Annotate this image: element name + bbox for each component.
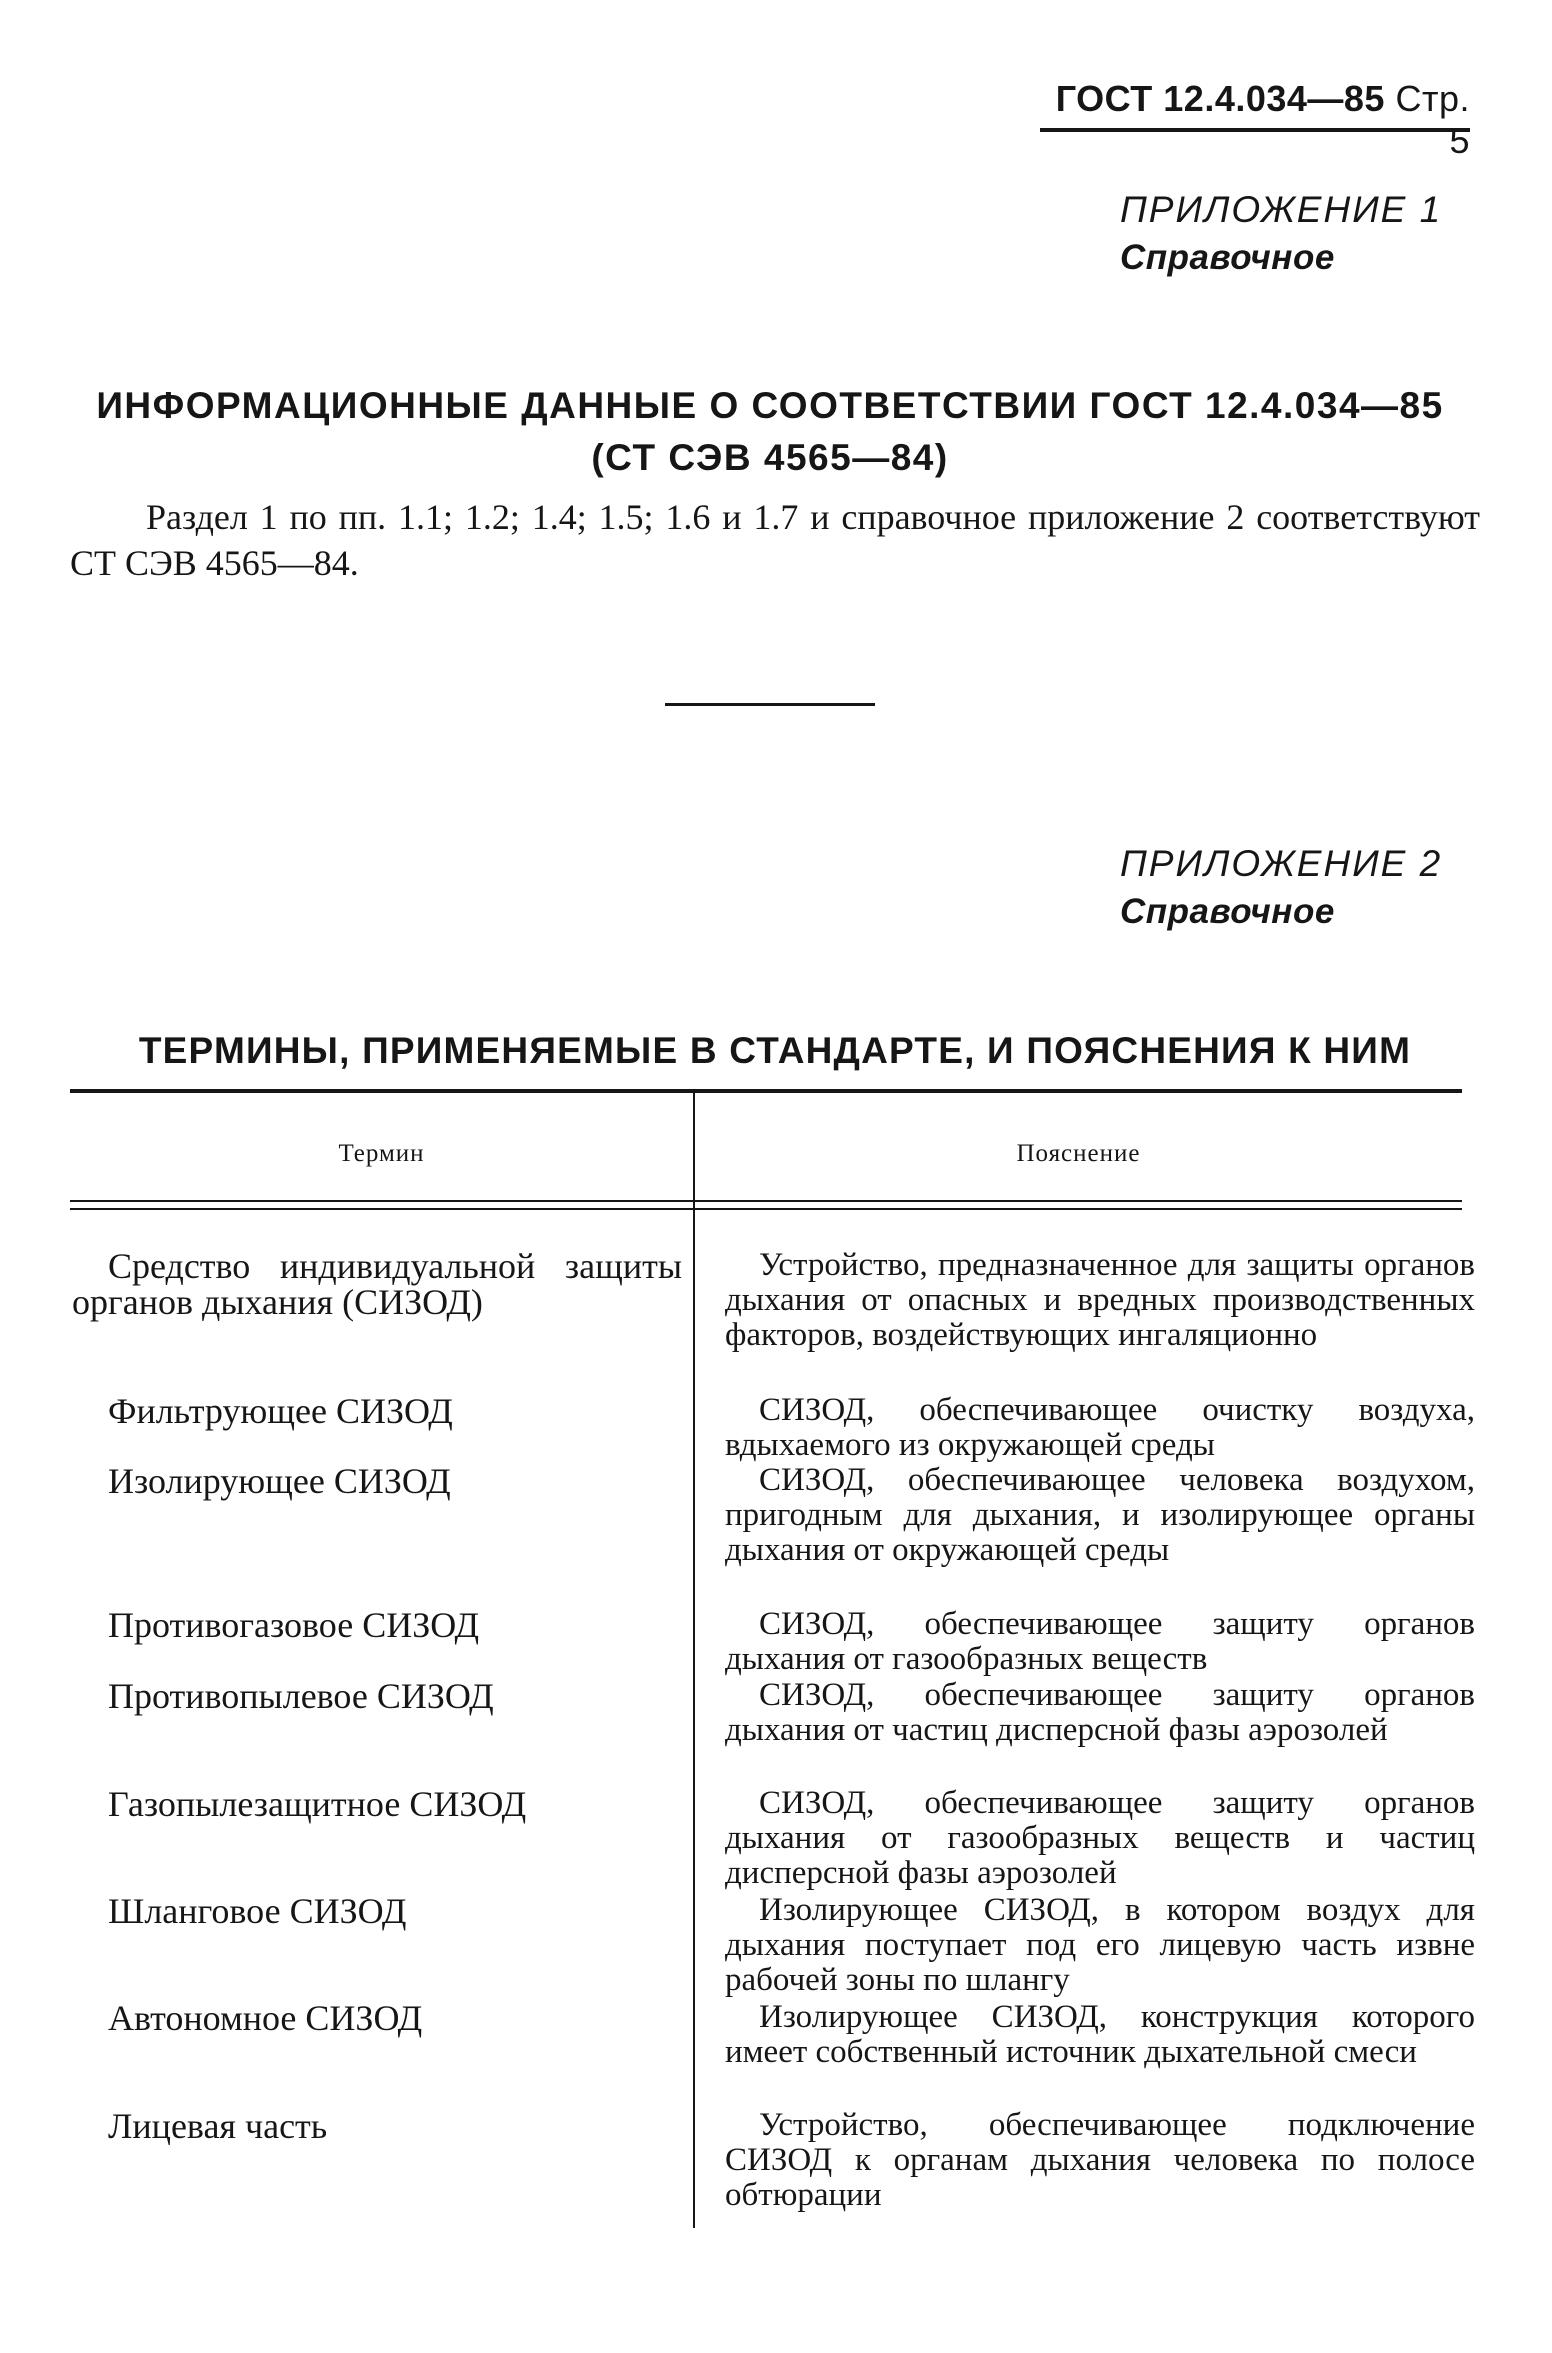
section-1-title-line1: ИНФОРМАЦИОННЫЕ ДАННЫЕ О СООТВЕТСТВИИ ГОСТ 12.4.034—85 [96, 385, 1444, 426]
table-explanation: СИЗОД, обеспечивающее защиту органов дыхания от газообразных веществ и частиц дисперсной фазы аэрозолей [725, 1785, 1475, 1891]
table-term: Изолирующее СИЗОД [108, 1461, 451, 1501]
standard-number: ГОСТ 12.4.034—85 [1055, 78, 1385, 119]
header-divider [1040, 128, 1470, 132]
table-term: Шланговое СИЗОД [108, 1891, 407, 1931]
appendix-1-subtitle: Справочное [1120, 238, 1335, 277]
table-header-rule [70, 1200, 1462, 1210]
table-term: Средство индивидуальной защиты органов дыхания (СИЗОД) [72, 1246, 682, 1322]
table-term: Противогазовое СИЗОД [108, 1605, 480, 1645]
table-explanation: СИЗОД, обеспечивающее защиту органов дыхания от газообразных веществ [725, 1606, 1475, 1677]
section-1-title-line2: (СТ СЭВ 4565—84) [591, 437, 949, 478]
table-explanation: СИЗОД, обеспечивающее очистку воздуха, вдыхаемого из окружающей среды [725, 1392, 1475, 1463]
table-term: Автономное СИЗОД [108, 1998, 423, 2038]
column-header-explanation: Пояснение [1016, 1140, 1141, 1167]
table-term: Фильтрующее СИЗОД [108, 1391, 453, 1431]
table-explanation: СИЗОД, обеспечивающее человека воздухом, пригодным для дыхания, и изолирующее органы дыхания от окружающей среды [725, 1462, 1475, 1568]
section-1-title [60, 380, 1480, 484]
table-column-divider [693, 1093, 695, 2228]
section-divider [665, 703, 875, 706]
section-1-paragraph: Раздел 1 по пп. 1.1; 1.2; 1.4; 1.5; 1.6 и 1.7 и справочное приложение 2 соответствуют СТ СЭВ 4565—84. [70, 497, 1480, 583]
appendix-1-label [1120, 186, 1500, 282]
column-header-term: Термин [338, 1140, 425, 1167]
appendix-2-title: ПРИЛОЖЕНИЕ 2 [1120, 843, 1443, 884]
table-top-rule [70, 1089, 1462, 1093]
appendix-2-subtitle: Справочное [1120, 892, 1335, 931]
table-term: Лицевая часть [108, 2106, 328, 2146]
appendix-2-label [1120, 840, 1500, 936]
appendix-1-title: ПРИЛОЖЕНИЕ 1 [1120, 189, 1443, 230]
table-term: Противопылевое СИЗОД [108, 1676, 494, 1716]
table-explanation: Устройство, предназначенное для защиты органов дыхания от опасных и вредных производственных факторов, воздействующих ингаляционно [725, 1247, 1475, 1353]
table-term: Газопылезащитное СИЗОД [108, 1784, 527, 1824]
table-explanation: Изолирующее СИЗОД, в котором воздух для дыхания поступает под его лицевую часть извне рабочей зоны по шлангу [725, 1892, 1475, 1998]
table-explanation: Устройство, обеспечивающее подключение СИЗОД к органам дыхания человека по полосе обтюрации [725, 2107, 1475, 2213]
page-number: Стр. 5 [1395, 78, 1470, 161]
section-2-title: ТЕРМИНЫ, ПРИМЕНЯЕМЫЕ В СТАНДАРТЕ, И ПОЯСНЕНИЯ К НИМ [138, 1030, 1412, 1071]
table-explanation: СИЗОД, обеспечивающее защиту органов дыхания от частиц дисперсной фазы аэрозолей [725, 1677, 1475, 1748]
table-explanation: Изолирующее СИЗОД, конструкция которого имеет собственный источник дыхательной смеси [725, 1999, 1475, 2070]
page-header [1040, 78, 1470, 162]
